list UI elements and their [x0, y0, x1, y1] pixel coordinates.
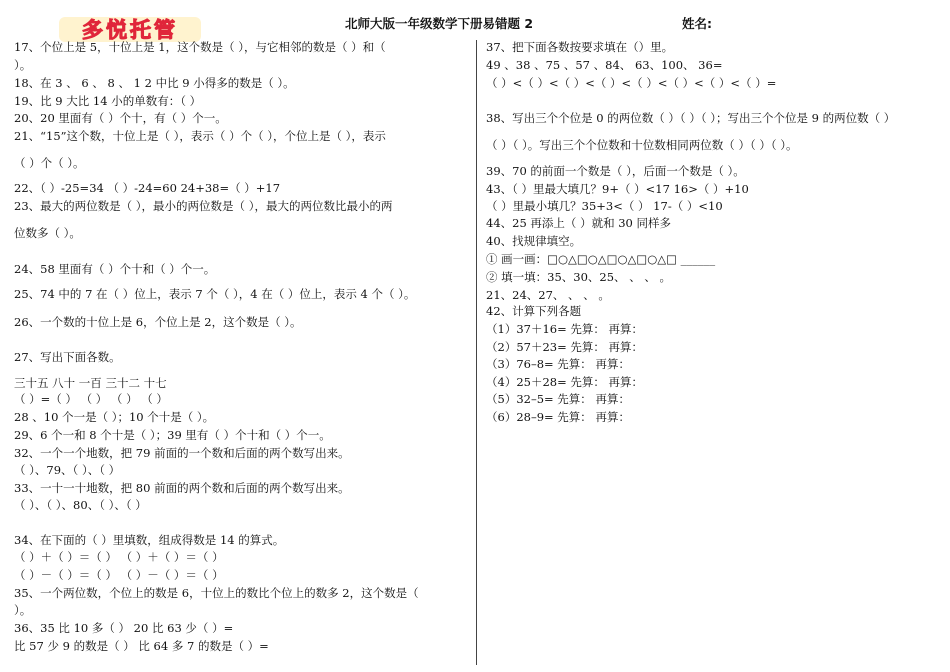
question-line: （4）25＋28= 先算： 再算：: [486, 375, 644, 389]
question-line: 42、计算下列各题: [486, 304, 582, 318]
question-line: 23、最大的两位数是（ ），最小的两位数是（ ），最大的两位数比最小的两: [14, 199, 393, 213]
question-line: 21、“15”这个数，十位上是（ ），表示（ ）个（ ），个位上是（ ），表示: [14, 129, 386, 143]
question-line: （ ）、（ ）、80、（ ）、（ ）: [14, 498, 147, 512]
question-line: 21、24、27、 、 、 。: [486, 288, 610, 302]
question-line: 18、在 3 、 6 、 8 、 1 2 中比 9 小得多的数是（ ）。: [14, 76, 295, 90]
page-title: 北师大版一年级数学下册易错题 2: [345, 16, 534, 31]
question-line: （1）37＋16= 先算： 再算：: [486, 322, 644, 336]
question-line: （ ）<（ ）<（ ）<（ ）<（ ）<（ ）<（ ）<（ ）=: [486, 76, 777, 90]
question-line: 17、个位上是 5，十位上是 1，这个数是（ ），与它相邻的数是（ ）和（: [14, 40, 386, 54]
question-line: 比 57 少 9 的数是（ ） 比 64 多 7 的数是（ ）=: [14, 639, 269, 653]
question-line: （2）57＋23= 先算： 再算：: [486, 340, 644, 354]
question-line: （ ）=（ ） （ ） （ ） （ ）: [14, 392, 168, 406]
question-line: 位数多（ ）。: [14, 226, 81, 240]
logo-text: 多悦托管: [82, 18, 178, 42]
question-line: 24、58 里面有（ ）个十和（ ）个一。: [14, 262, 216, 276]
question-line: 35、一个两位数，个位上的数是 6，十位上的数比个位上的数多 2，这个数是（: [14, 586, 419, 600]
question-line: 32、一个一个地数，把 79 前面的一个数和后面的两个数写出来。: [14, 446, 350, 460]
question-line: ② 填一填：35、30、25、 、 、 。: [486, 270, 672, 284]
question-line: 28 、10 个一是（ ）；10 个十是（ ）。: [14, 410, 215, 424]
question-line: 37、把下面各数按要求填在（）里。: [486, 40, 674, 54]
question-line: （ ）＋（ ）＝（ ） （ ）＋（ ）＝（ ）: [14, 550, 224, 564]
question-line: 20、20 里面有（ ）个十，有（ ）个一。: [14, 111, 227, 125]
question-line: （ ）个（ ）。: [14, 156, 85, 170]
question-line: （5）32–5= 先算： 再算：: [486, 392, 630, 406]
question-line: （ ）里最小填几？35+3<（ ） 17-（ ）<10: [486, 199, 723, 213]
question-line: 22、（ ）-25=34 （ ）-24=60 24+38=（ ）+17: [14, 181, 281, 195]
question-line: （6）28–9= 先算： 再算：: [486, 410, 630, 424]
question-line: （ ）（ ）。写出三个个位数和十位数相同两位数（ ）（ ）（ ）。: [486, 138, 798, 152]
question-line: 27、写出下面各数。: [14, 350, 121, 364]
question-line: 49 、38 、75 、57 、84、 63、100、 36=: [486, 58, 723, 72]
question-line: 19、比 9 大比 14 小的单数有：（ ）: [14, 94, 202, 108]
question-line: （ ）－（ ）＝（ ） （ ）－（ ）＝（ ）: [14, 568, 224, 582]
question-line: 38、写出三个个位是 0 的两位数（ ）（ ）（ ）；写出三个个位是 9 的两位数（ ）: [486, 111, 896, 125]
question-line: 36、35 比 10 多（ ） 20 比 63 少（ ）=: [14, 621, 234, 635]
question-line: ① 画一画：□○△□○△□○△□○△□ ______: [486, 252, 716, 266]
question-line: 39、70 的前面一个数是（ ），后面一个数是（ ）。: [486, 164, 745, 178]
name-label: 姓名:: [682, 16, 712, 31]
question-line: 25、74 中的 7 在（ ）位上，表示 7 个（ ），4 在（ ）位上，表示 4 个（ ）。: [14, 287, 416, 301]
question-line: 33、一十一十地数，把 80 前面的两个数和后面的两个数写出来。: [14, 481, 350, 495]
question-line: 26、一个数的十位上是 6，个位上是 2，这个数是（ ）。: [14, 315, 302, 329]
question-line: ）。: [14, 58, 32, 72]
question-line: 44、25 再添上（ ）就和 30 同样多: [486, 216, 672, 230]
question-line: 三十五 八十 一百 三十二 十七: [14, 376, 167, 390]
question-line: 34、在下面的（ ）里填数，组成得数是 14 的算式。: [14, 533, 285, 547]
question-line: （3）76–8= 先算： 再算：: [486, 357, 630, 371]
question-line: 40、找规律填空。: [486, 234, 582, 248]
question-line: 43、（ ）里最大填几？9+（ ）<17 16>（ ）+10: [486, 182, 749, 196]
question-line: （ ）、79、（ ）、（ ）: [14, 463, 121, 477]
question-line: 29、6 个一和 8 个十是（ ）；39 里有（ ）个十和（ ）个一。: [14, 428, 331, 442]
question-line: ）。: [14, 603, 32, 617]
column-divider: [476, 40, 477, 665]
